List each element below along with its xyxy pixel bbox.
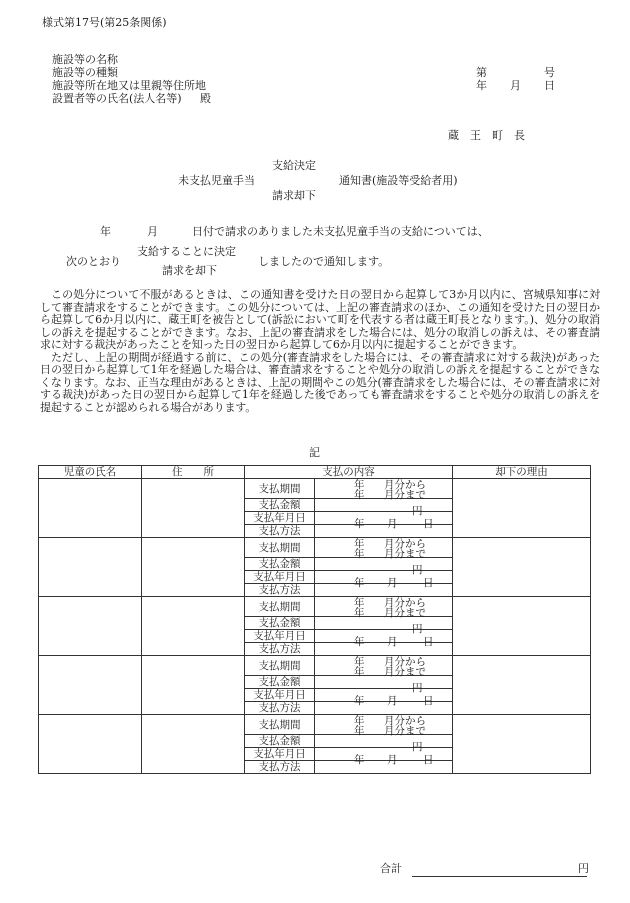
total-field-line[interactable]: [412, 876, 587, 877]
period-end-year: 年: [354, 488, 365, 501]
date-cell[interactable]: [315, 689, 453, 707]
period-cell[interactable]: [315, 597, 453, 617]
amount-label: 支払金額: [245, 558, 315, 571]
child-name-cell[interactable]: [39, 597, 142, 656]
amount-cell[interactable]: [315, 499, 453, 517]
period-start-month-from: 月分から: [384, 715, 426, 727]
period-start-month-from: 月分から: [384, 597, 426, 609]
method-label: 支払方法: [245, 643, 315, 656]
method-label: 支払方法: [245, 761, 315, 774]
ki-heading: 記: [309, 446, 320, 459]
header-address: 住 所: [142, 466, 245, 479]
date-year: 年: [354, 695, 365, 707]
period-end-year: 年: [354, 724, 365, 737]
child-name-cell[interactable]: [39, 656, 142, 715]
facility-address-label: 施設等所在地又は里親等住所地: [52, 79, 206, 92]
period-cell[interactable]: [315, 538, 453, 558]
period-end-month-to: 月分まで: [384, 488, 426, 501]
date-label: 支払年月日: [245, 630, 315, 643]
doc-date-year: 年: [476, 79, 487, 92]
period-end-year: 年: [354, 547, 365, 560]
appeal-notice: [40, 289, 600, 414]
date-cell[interactable]: [315, 748, 453, 766]
amount-yen-unit: 円: [412, 623, 423, 635]
amount-label: 支払金額: [245, 735, 315, 748]
reject-reason-cell[interactable]: [453, 479, 591, 538]
amount-yen-unit: 円: [412, 505, 423, 517]
method-cell[interactable]: [315, 761, 453, 774]
form-number: 様式第17号(第25条関係): [42, 16, 167, 29]
honorific: 殿: [200, 92, 211, 105]
date-cell[interactable]: [315, 630, 453, 648]
amount-label: 支払金額: [245, 676, 315, 689]
intro-line1: 日付で請求のありました未支払児童手当の支給については、: [192, 225, 489, 238]
address-cell[interactable]: [142, 656, 245, 715]
appeal-notice-paragraph-1: この処分について不服があるときは、この通知書を受けた日の翌日から起算して3か月以内に、宮城県知事に対して審査請求をすることができます。この処分については、上記の審査請求のほか、この通知を受けた日の翌日から起算して6か月以内に、蔵王町を被告として(訴訟において町を代表する者は蔵王町長となります。)、処分の取消しの訴えを提起することができます。なお、上記の審査請求をした場合には、処分の取消しの訴えは、その審査請求に対する裁決があったことを知った日の翌日から起算して6か月以内に提起することができます。: [40, 288, 600, 351]
date-month: 月: [387, 695, 398, 707]
date-label: 支払年月日: [245, 689, 315, 702]
period-end-month-to: 月分まで: [384, 547, 426, 560]
period-end-month-to: 月分まで: [384, 724, 426, 737]
period-label: 支払期間: [245, 715, 315, 735]
date-label: 支払年月日: [245, 512, 315, 525]
header-payment: 支払の内容: [245, 466, 453, 479]
address-cell[interactable]: [142, 479, 245, 538]
period-end-month-to: 月分まで: [384, 606, 426, 619]
table-header-row: [39, 466, 591, 479]
method-label: 支払方法: [245, 525, 315, 538]
method-label: 支払方法: [245, 584, 315, 597]
date-day: 日: [423, 518, 434, 530]
method-label: 支払方法: [245, 702, 315, 715]
intro-option-decide: 支給することに決定: [137, 245, 236, 258]
date-day: 日: [423, 577, 434, 589]
intro-lead: 次のとおり: [66, 255, 121, 268]
period-end-month-to: 月分まで: [384, 665, 426, 678]
reject-reason-cell[interactable]: [453, 656, 591, 715]
facility-name-label: 施設等の名称: [52, 53, 118, 66]
address-cell[interactable]: [142, 538, 245, 597]
amount-cell[interactable]: [315, 676, 453, 694]
facility-type-label: 施設等の種類: [52, 66, 118, 79]
appeal-notice-paragraph-2: ただし、上記の期間が経過する前に、この処分(審査請求をした場合には、その審査請求に対する裁決)があった日の翌日から起算して1年を経過した場合は、審査請求をすることや処分の取消しの訴えを提起することができなくなります。なお、正当な理由があるときは、上記の期間やこの処分(審査請求をした場合には、その審査請求に対する裁決)があった日の翌日から起算して1年を経過した後であっても審査請求をすることや処分の取消しの訴えを提起することが認められる場合があります。: [40, 350, 600, 414]
reject-reason-cell[interactable]: [453, 597, 591, 656]
amount-cell[interactable]: [315, 617, 453, 635]
date-month: 月: [387, 577, 398, 589]
address-cell[interactable]: [142, 597, 245, 656]
date-month: 月: [387, 518, 398, 530]
period-label: 支払期間: [245, 656, 315, 676]
table-body: [39, 479, 591, 774]
header-reason: 却下の理由: [453, 466, 591, 479]
issuer: 蔵 王 町 長: [448, 129, 525, 142]
total-label: 合計: [380, 862, 402, 875]
period-start-year: 年: [354, 656, 365, 668]
method-cell[interactable]: [315, 702, 453, 715]
header-child-name: 児童の氏名: [39, 466, 142, 479]
doc-number-go: 号: [544, 66, 555, 79]
period-start-year: 年: [354, 715, 365, 727]
date-day: 日: [423, 754, 434, 766]
doc-number-dai: 第: [476, 66, 487, 79]
address-cell[interactable]: [142, 715, 245, 774]
period-end-year: 年: [354, 665, 365, 678]
period-start-year: 年: [354, 597, 365, 609]
date-day: 日: [423, 695, 434, 707]
doc-date-month: 月: [510, 79, 521, 92]
period-start-month-from: 月分から: [384, 479, 426, 491]
date-month: 月: [387, 636, 398, 648]
child-name-cell[interactable]: [39, 538, 142, 597]
amount-cell[interactable]: [315, 735, 453, 753]
period-end-year: 年: [354, 606, 365, 619]
date-label: 支払年月日: [245, 571, 315, 584]
amount-yen-unit: 円: [412, 741, 423, 753]
founder-name-label: 設置者等の氏名(法人名等): [52, 92, 182, 105]
date-cell[interactable]: [315, 512, 453, 530]
title-option-reject: 請求却下: [272, 189, 316, 202]
child-name-cell[interactable]: [39, 479, 142, 538]
period-label: 支払期間: [245, 479, 315, 499]
period-label: 支払期間: [245, 538, 315, 558]
date-year: 年: [354, 518, 365, 530]
intro-year: 年: [100, 225, 111, 238]
title-option-decision: 支給決定: [272, 159, 316, 172]
period-cell[interactable]: [315, 656, 453, 676]
intro-month: 月: [147, 225, 158, 238]
title-suffix: 通知書(施設等受給者用): [339, 174, 458, 187]
amount-yen-unit: 円: [412, 682, 423, 694]
title-prefix: 未支払児童手当: [178, 174, 255, 187]
period-start-year: 年: [354, 538, 365, 550]
intro-tail: しましたので通知します。: [258, 255, 390, 268]
period-start-month-from: 月分から: [384, 538, 426, 550]
reject-reason-cell[interactable]: [453, 715, 591, 774]
method-cell[interactable]: [315, 525, 453, 538]
child-name-cell[interactable]: [39, 715, 142, 774]
period-start-year: 年: [354, 479, 365, 491]
date-year: 年: [354, 577, 365, 589]
period-label: 支払期間: [245, 597, 315, 617]
method-cell[interactable]: [315, 643, 453, 656]
amount-label: 支払金額: [245, 499, 315, 512]
period-cell[interactable]: [315, 479, 453, 499]
date-cell[interactable]: [315, 571, 453, 589]
amount-cell[interactable]: [315, 558, 453, 576]
payment-table: [38, 465, 591, 774]
date-month: 月: [387, 754, 398, 766]
intro-option-reject: 請求を却下: [162, 264, 217, 277]
date-label: 支払年月日: [245, 748, 315, 761]
total-unit: 円: [578, 862, 589, 875]
method-cell[interactable]: [315, 584, 453, 597]
date-year: 年: [354, 636, 365, 648]
amount-label: 支払金額: [245, 617, 315, 630]
date-day: 日: [423, 636, 434, 648]
doc-date-day: 日: [544, 79, 555, 92]
period-cell[interactable]: [315, 715, 453, 735]
period-start-month-from: 月分から: [384, 656, 426, 668]
reject-reason-cell[interactable]: [453, 538, 591, 597]
amount-yen-unit: 円: [412, 564, 423, 576]
date-year: 年: [354, 754, 365, 766]
